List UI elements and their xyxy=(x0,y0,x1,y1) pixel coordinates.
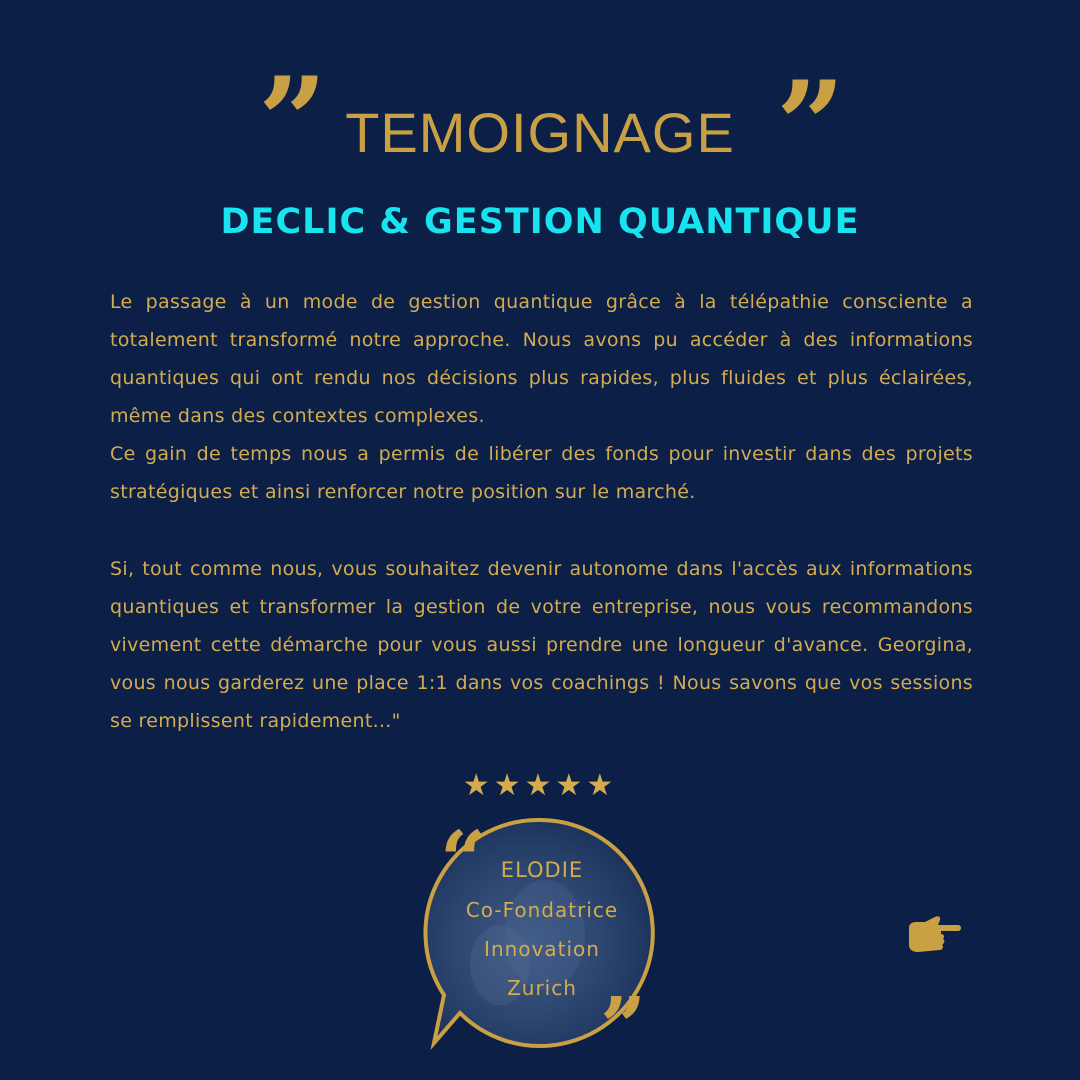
pointing-hand-icon[interactable] xyxy=(905,914,963,958)
author-city: Zurich xyxy=(507,976,577,1000)
star-rating: ★★★★★ xyxy=(462,768,618,803)
quote-open-icon: “ xyxy=(440,813,487,907)
author-name: ELODIE xyxy=(500,858,584,882)
page-subtitle: DECLIC & GESTION QUANTIQUE xyxy=(220,202,860,242)
quote-close-icon: ” xyxy=(776,55,846,196)
author-company: Innovation xyxy=(484,937,600,961)
page-title: TEMOIGNAGE xyxy=(345,101,735,164)
author-role: Co-Fondatrice xyxy=(465,898,619,922)
quote-close-icon: ” xyxy=(600,979,647,1073)
testimonial-paragraph-2: Ce gain de temps nous a permis de libérer des fonds pour investir dans des projets stratégiques et ainsi renforcer notre position sur le marché. xyxy=(110,443,973,503)
testimonial-paragraph-3: Si, tout comme nous, vous souhaitez devenir autonome dans l'accès aux informations quantiques et transformer la gestion de votre entreprise, nous vous recommandons vivement cette démarche pour vous aussi prendre une longueur d'avance. Georgina, vous nous garderez une place 1:1 dans vos coachings ! Nous savons que vos sessions se remplissent rapidement..." xyxy=(110,558,973,732)
testimonial-paragraph-1: Le passage à un mode de gestion quantique grâce à la télépathie consciente a totalement transformé notre approche. Nous avons pu accéder à des informations quantiques qui ont rendu nos décisions plus rapides, plus fluides et plus éclairées, même dans des contextes complexes. xyxy=(110,291,973,427)
quote-open-icon: ” xyxy=(258,51,328,192)
